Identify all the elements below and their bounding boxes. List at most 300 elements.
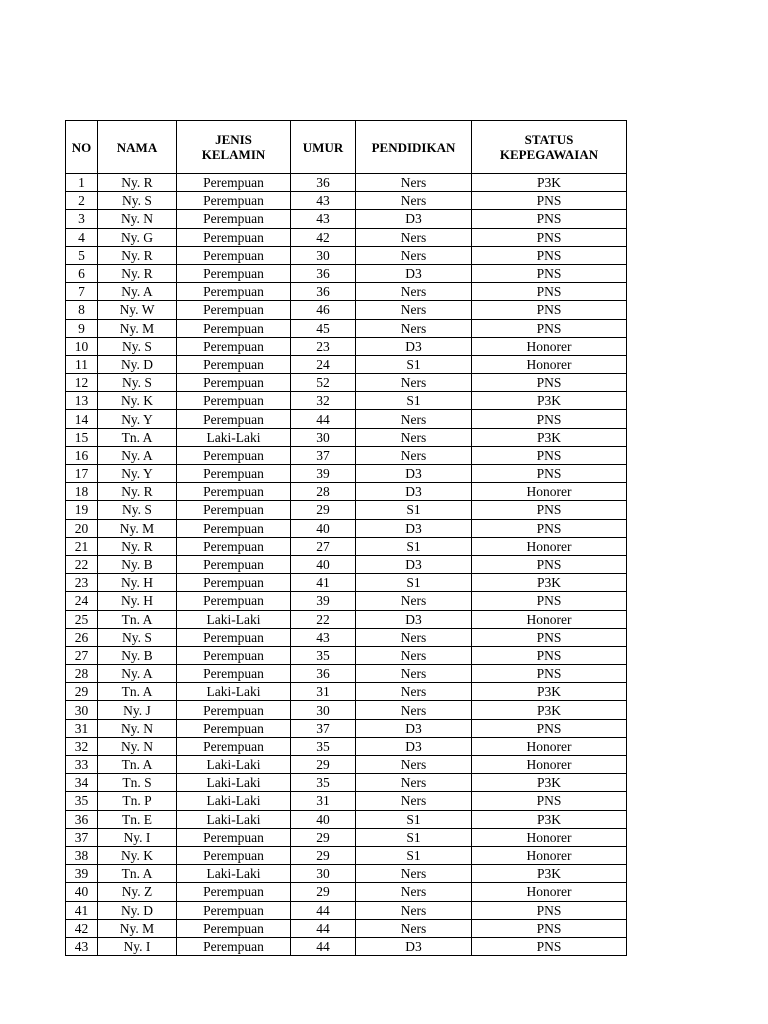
cell-status-kepegawaian: P3K — [472, 865, 627, 883]
cell-nama: Tn. E — [98, 810, 177, 828]
cell-pendidikan: D3 — [356, 610, 472, 628]
cell-status-kepegawaian: P3K — [472, 683, 627, 701]
cell-no: 32 — [66, 737, 98, 755]
cell-jenis-kelamin: Perempuan — [177, 574, 291, 592]
cell-status-kepegawaian: Honorer — [472, 355, 627, 373]
cell-pendidikan: Ners — [356, 683, 472, 701]
cell-status-kepegawaian: PNS — [472, 374, 627, 392]
cell-jenis-kelamin: Laki-Laki — [177, 683, 291, 701]
table-row — [66, 628, 627, 646]
cell-nama: Ny. W — [98, 301, 177, 319]
table-row — [66, 465, 627, 483]
cell-umur: 23 — [291, 337, 356, 355]
cell-no: 15 — [66, 428, 98, 446]
cell-status-kepegawaian: P3K — [472, 574, 627, 592]
cell-status-kepegawaian: PNS — [472, 210, 627, 228]
cell-pendidikan: Ners — [356, 792, 472, 810]
cell-no: 25 — [66, 610, 98, 628]
table-row — [66, 646, 627, 664]
cell-umur: 42 — [291, 228, 356, 246]
cell-no: 1 — [66, 174, 98, 192]
table-row — [66, 574, 627, 592]
cell-nama: Tn. A — [98, 428, 177, 446]
cell-pendidikan: S1 — [356, 392, 472, 410]
cell-no: 21 — [66, 537, 98, 555]
cell-status-kepegawaian: Honorer — [472, 846, 627, 864]
table-row — [66, 228, 627, 246]
cell-status-kepegawaian: P3K — [472, 174, 627, 192]
cell-umur: 36 — [291, 174, 356, 192]
cell-umur: 43 — [291, 192, 356, 210]
cell-status-kepegawaian: PNS — [472, 192, 627, 210]
cell-umur: 39 — [291, 592, 356, 610]
cell-nama: Ny. D — [98, 901, 177, 919]
cell-umur: 29 — [291, 883, 356, 901]
cell-umur: 52 — [291, 374, 356, 392]
cell-jenis-kelamin: Laki-Laki — [177, 810, 291, 828]
cell-nama: Ny. R — [98, 246, 177, 264]
cell-jenis-kelamin: Perempuan — [177, 646, 291, 664]
cell-status-kepegawaian: PNS — [472, 501, 627, 519]
header-pendidikan: PENDIDIKAN — [356, 121, 472, 174]
cell-no: 17 — [66, 465, 98, 483]
cell-nama: Ny. B — [98, 646, 177, 664]
cell-nama: Ny. R — [98, 264, 177, 282]
cell-jenis-kelamin: Perempuan — [177, 883, 291, 901]
cell-nama: Ny. K — [98, 846, 177, 864]
cell-pendidikan: Ners — [356, 246, 472, 264]
cell-status-kepegawaian: PNS — [472, 719, 627, 737]
cell-status-kepegawaian: PNS — [472, 410, 627, 428]
table-row — [66, 537, 627, 555]
cell-status-kepegawaian: Honorer — [472, 610, 627, 628]
cell-pendidikan: Ners — [356, 774, 472, 792]
cell-nama: Ny. B — [98, 555, 177, 573]
cell-jenis-kelamin: Perempuan — [177, 846, 291, 864]
table-row — [66, 410, 627, 428]
table-row — [66, 865, 627, 883]
cell-no: 42 — [66, 919, 98, 937]
header-jenis-kelamin-line-1: JENIS — [215, 132, 252, 147]
cell-jenis-kelamin: Perempuan — [177, 374, 291, 392]
cell-no: 20 — [66, 519, 98, 537]
cell-nama: Ny. R — [98, 174, 177, 192]
cell-umur: 39 — [291, 465, 356, 483]
cell-pendidikan: S1 — [356, 846, 472, 864]
cell-nama: Ny. D — [98, 355, 177, 373]
cell-umur: 41 — [291, 574, 356, 592]
cell-no: 33 — [66, 756, 98, 774]
cell-pendidikan: D3 — [356, 465, 472, 483]
cell-nama: Ny. G — [98, 228, 177, 246]
cell-pendidikan: S1 — [356, 537, 472, 555]
cell-umur: 46 — [291, 301, 356, 319]
cell-no: 34 — [66, 774, 98, 792]
cell-umur: 40 — [291, 810, 356, 828]
cell-pendidikan: D3 — [356, 337, 472, 355]
cell-jenis-kelamin: Laki-Laki — [177, 792, 291, 810]
table-row — [66, 428, 627, 446]
cell-umur: 43 — [291, 628, 356, 646]
cell-no: 18 — [66, 483, 98, 501]
cell-pendidikan: Ners — [356, 628, 472, 646]
cell-nama: Ny. N — [98, 737, 177, 755]
cell-status-kepegawaian: Honorer — [472, 828, 627, 846]
cell-umur: 36 — [291, 283, 356, 301]
cell-status-kepegawaian: Honorer — [472, 737, 627, 755]
header-jenis-kelamin-line-2: KELAMIN — [201, 147, 266, 162]
cell-umur: 27 — [291, 537, 356, 555]
cell-status-kepegawaian: P3K — [472, 810, 627, 828]
cell-no: 14 — [66, 410, 98, 428]
cell-nama: Tn. A — [98, 610, 177, 628]
cell-no: 43 — [66, 937, 98, 955]
table-row — [66, 337, 627, 355]
cell-nama: Ny. A — [98, 446, 177, 464]
table-row — [66, 792, 627, 810]
cell-umur: 31 — [291, 683, 356, 701]
table-body — [66, 174, 627, 956]
cell-no: 40 — [66, 883, 98, 901]
cell-status-kepegawaian: P3K — [472, 428, 627, 446]
cell-pendidikan: S1 — [356, 355, 472, 373]
cell-umur: 40 — [291, 519, 356, 537]
cell-umur: 28 — [291, 483, 356, 501]
cell-no: 3 — [66, 210, 98, 228]
cell-umur: 43 — [291, 210, 356, 228]
cell-umur: 40 — [291, 555, 356, 573]
cell-status-kepegawaian: PNS — [472, 628, 627, 646]
cell-status-kepegawaian: PNS — [472, 465, 627, 483]
cell-nama: Ny. K — [98, 392, 177, 410]
cell-jenis-kelamin: Perempuan — [177, 301, 291, 319]
cell-umur: 36 — [291, 264, 356, 282]
table-row — [66, 901, 627, 919]
cell-status-kepegawaian: PNS — [472, 264, 627, 282]
cell-pendidikan: D3 — [356, 719, 472, 737]
cell-pendidikan: Ners — [356, 410, 472, 428]
cell-status-kepegawaian: PNS — [472, 792, 627, 810]
cell-no: 31 — [66, 719, 98, 737]
cell-status-kepegawaian: PNS — [472, 519, 627, 537]
table-row — [66, 446, 627, 464]
table-row — [66, 501, 627, 519]
cell-status-kepegawaian: P3K — [472, 392, 627, 410]
cell-umur: 36 — [291, 665, 356, 683]
table-row — [66, 810, 627, 828]
cell-umur: 30 — [291, 428, 356, 446]
header-status-kepegawaian — [472, 121, 627, 174]
cell-nama: Tn. A — [98, 683, 177, 701]
cell-pendidikan: D3 — [356, 555, 472, 573]
cell-no: 37 — [66, 828, 98, 846]
cell-pendidikan: D3 — [356, 737, 472, 755]
cell-umur: 44 — [291, 919, 356, 937]
cell-jenis-kelamin: Perempuan — [177, 392, 291, 410]
cell-pendidikan: S1 — [356, 810, 472, 828]
cell-nama: Ny. J — [98, 701, 177, 719]
cell-pendidikan: Ners — [356, 865, 472, 883]
cell-no: 39 — [66, 865, 98, 883]
cell-nama: Ny. S — [98, 192, 177, 210]
cell-jenis-kelamin: Perempuan — [177, 701, 291, 719]
table-row — [66, 210, 627, 228]
cell-no: 16 — [66, 446, 98, 464]
cell-jenis-kelamin: Laki-Laki — [177, 428, 291, 446]
cell-pendidikan: Ners — [356, 592, 472, 610]
cell-umur: 24 — [291, 355, 356, 373]
cell-no: 27 — [66, 646, 98, 664]
cell-pendidikan: D3 — [356, 519, 472, 537]
cell-nama: Ny. H — [98, 574, 177, 592]
cell-jenis-kelamin: Perempuan — [177, 355, 291, 373]
table-row — [66, 555, 627, 573]
table-row — [66, 519, 627, 537]
cell-pendidikan: D3 — [356, 264, 472, 282]
cell-status-kepegawaian: Honorer — [472, 337, 627, 355]
cell-nama: Ny. N — [98, 719, 177, 737]
cell-umur: 31 — [291, 792, 356, 810]
cell-no: 4 — [66, 228, 98, 246]
cell-no: 8 — [66, 301, 98, 319]
header-jenis-kelamin — [177, 121, 291, 174]
cell-pendidikan: S1 — [356, 501, 472, 519]
cell-jenis-kelamin: Perempuan — [177, 937, 291, 955]
cell-pendidikan: Ners — [356, 301, 472, 319]
cell-umur: 44 — [291, 410, 356, 428]
header-status-line-2: KEPEGAWAIAN — [499, 147, 599, 162]
cell-jenis-kelamin: Perempuan — [177, 210, 291, 228]
cell-no: 9 — [66, 319, 98, 337]
cell-status-kepegawaian: PNS — [472, 246, 627, 264]
cell-no: 36 — [66, 810, 98, 828]
table-row — [66, 264, 627, 282]
cell-umur: 29 — [291, 756, 356, 774]
table-row — [66, 919, 627, 937]
cell-status-kepegawaian: PNS — [472, 901, 627, 919]
cell-status-kepegawaian: PNS — [472, 283, 627, 301]
table-row — [66, 883, 627, 901]
cell-no: 26 — [66, 628, 98, 646]
cell-jenis-kelamin: Perempuan — [177, 465, 291, 483]
cell-umur: 30 — [291, 246, 356, 264]
cell-nama: Ny. A — [98, 283, 177, 301]
cell-jenis-kelamin: Perempuan — [177, 337, 291, 355]
cell-no: 28 — [66, 665, 98, 683]
table-row — [66, 246, 627, 264]
cell-status-kepegawaian: PNS — [472, 665, 627, 683]
header-no: NO — [66, 121, 98, 174]
cell-jenis-kelamin: Perempuan — [177, 519, 291, 537]
cell-no: 5 — [66, 246, 98, 264]
cell-pendidikan: Ners — [356, 283, 472, 301]
table-row — [66, 483, 627, 501]
table-row — [66, 737, 627, 755]
employee-table — [65, 120, 627, 956]
cell-umur: 35 — [291, 774, 356, 792]
cell-pendidikan: Ners — [356, 428, 472, 446]
cell-no: 19 — [66, 501, 98, 519]
cell-no: 22 — [66, 555, 98, 573]
cell-jenis-kelamin: Perempuan — [177, 283, 291, 301]
cell-pendidikan: Ners — [356, 756, 472, 774]
cell-jenis-kelamin: Perempuan — [177, 555, 291, 573]
cell-nama: Ny. S — [98, 501, 177, 519]
header-umur: UMUR — [291, 121, 356, 174]
cell-jenis-kelamin: Perempuan — [177, 483, 291, 501]
cell-jenis-kelamin: Laki-Laki — [177, 774, 291, 792]
cell-nama: Ny. I — [98, 828, 177, 846]
cell-status-kepegawaian: P3K — [472, 774, 627, 792]
table-row — [66, 937, 627, 955]
cell-nama: Tn. P — [98, 792, 177, 810]
cell-nama: Ny. M — [98, 919, 177, 937]
cell-pendidikan: Ners — [356, 701, 472, 719]
cell-pendidikan: Ners — [356, 901, 472, 919]
cell-status-kepegawaian: Honorer — [472, 756, 627, 774]
cell-status-kepegawaian: PNS — [472, 919, 627, 937]
cell-nama: Tn. A — [98, 756, 177, 774]
cell-jenis-kelamin: Perempuan — [177, 319, 291, 337]
table-row — [66, 355, 627, 373]
table-row — [66, 828, 627, 846]
cell-pendidikan: Ners — [356, 665, 472, 683]
cell-no: 29 — [66, 683, 98, 701]
cell-umur: 37 — [291, 719, 356, 737]
cell-jenis-kelamin: Perempuan — [177, 228, 291, 246]
cell-umur: 30 — [291, 701, 356, 719]
cell-nama: Ny. I — [98, 937, 177, 955]
cell-jenis-kelamin: Perempuan — [177, 665, 291, 683]
cell-umur: 44 — [291, 901, 356, 919]
table-row — [66, 392, 627, 410]
cell-nama: Tn. A — [98, 865, 177, 883]
table-row — [66, 192, 627, 210]
cell-pendidikan: Ners — [356, 319, 472, 337]
cell-nama: Ny. R — [98, 537, 177, 555]
cell-status-kepegawaian: PNS — [472, 319, 627, 337]
cell-status-kepegawaian: PNS — [472, 937, 627, 955]
cell-umur: 32 — [291, 392, 356, 410]
cell-status-kepegawaian: Honorer — [472, 483, 627, 501]
table-row — [66, 774, 627, 792]
cell-no: 24 — [66, 592, 98, 610]
cell-jenis-kelamin: Perempuan — [177, 537, 291, 555]
cell-jenis-kelamin: Perempuan — [177, 410, 291, 428]
cell-nama: Ny. Z — [98, 883, 177, 901]
cell-no: 38 — [66, 846, 98, 864]
table-row — [66, 374, 627, 392]
cell-no: 13 — [66, 392, 98, 410]
cell-no: 23 — [66, 574, 98, 592]
cell-jenis-kelamin: Perempuan — [177, 719, 291, 737]
table-row — [66, 301, 627, 319]
cell-pendidikan: D3 — [356, 210, 472, 228]
header-nama: NAMA — [98, 121, 177, 174]
table-header-row — [66, 121, 627, 174]
cell-status-kepegawaian: PNS — [472, 446, 627, 464]
table-row — [66, 719, 627, 737]
cell-status-kepegawaian: PNS — [472, 301, 627, 319]
cell-umur: 45 — [291, 319, 356, 337]
cell-nama: Ny. R — [98, 483, 177, 501]
cell-pendidikan: D3 — [356, 483, 472, 501]
cell-pendidikan: Ners — [356, 374, 472, 392]
cell-jenis-kelamin: Perempuan — [177, 174, 291, 192]
cell-nama: Ny. H — [98, 592, 177, 610]
cell-no: 10 — [66, 337, 98, 355]
cell-no: 35 — [66, 792, 98, 810]
cell-jenis-kelamin: Perempuan — [177, 501, 291, 519]
cell-status-kepegawaian: PNS — [472, 592, 627, 610]
cell-nama: Ny. A — [98, 665, 177, 683]
table-row — [66, 683, 627, 701]
table-row — [66, 701, 627, 719]
cell-status-kepegawaian: P3K — [472, 701, 627, 719]
cell-pendidikan: Ners — [356, 646, 472, 664]
cell-no: 12 — [66, 374, 98, 392]
cell-jenis-kelamin: Perempuan — [177, 264, 291, 282]
cell-nama: Ny. M — [98, 519, 177, 537]
cell-pendidikan: Ners — [356, 228, 472, 246]
cell-umur: 37 — [291, 446, 356, 464]
table-row — [66, 756, 627, 774]
cell-status-kepegawaian: Honorer — [472, 883, 627, 901]
cell-no: 41 — [66, 901, 98, 919]
cell-umur: 29 — [291, 846, 356, 864]
cell-jenis-kelamin: Perempuan — [177, 592, 291, 610]
header-status-line-1: STATUS — [524, 132, 574, 147]
cell-jenis-kelamin: Laki-Laki — [177, 756, 291, 774]
cell-umur: 44 — [291, 937, 356, 955]
cell-nama: Ny. S — [98, 337, 177, 355]
cell-pendidikan: S1 — [356, 574, 472, 592]
cell-jenis-kelamin: Perempuan — [177, 246, 291, 264]
cell-no: 2 — [66, 192, 98, 210]
cell-jenis-kelamin: Perempuan — [177, 628, 291, 646]
cell-status-kepegawaian: PNS — [472, 555, 627, 573]
cell-no: 30 — [66, 701, 98, 719]
cell-jenis-kelamin: Perempuan — [177, 901, 291, 919]
table-row — [66, 610, 627, 628]
cell-nama: Ny. M — [98, 319, 177, 337]
cell-umur: 22 — [291, 610, 356, 628]
cell-jenis-kelamin: Perempuan — [177, 828, 291, 846]
cell-nama: Tn. S — [98, 774, 177, 792]
table-row — [66, 665, 627, 683]
cell-pendidikan: Ners — [356, 192, 472, 210]
table-row — [66, 319, 627, 337]
cell-umur: 35 — [291, 646, 356, 664]
cell-no: 7 — [66, 283, 98, 301]
cell-pendidikan: Ners — [356, 919, 472, 937]
cell-pendidikan: Ners — [356, 883, 472, 901]
cell-jenis-kelamin: Laki-Laki — [177, 610, 291, 628]
cell-status-kepegawaian: PNS — [472, 646, 627, 664]
cell-no: 6 — [66, 264, 98, 282]
cell-pendidikan: Ners — [356, 174, 472, 192]
cell-nama: Ny. S — [98, 374, 177, 392]
cell-jenis-kelamin: Perempuan — [177, 446, 291, 464]
cell-no: 11 — [66, 355, 98, 373]
table-row — [66, 174, 627, 192]
cell-nama: Ny. Y — [98, 465, 177, 483]
cell-pendidikan: Ners — [356, 446, 472, 464]
cell-jenis-kelamin: Laki-Laki — [177, 865, 291, 883]
cell-pendidikan: S1 — [356, 828, 472, 846]
table-row — [66, 846, 627, 864]
cell-umur: 29 — [291, 828, 356, 846]
